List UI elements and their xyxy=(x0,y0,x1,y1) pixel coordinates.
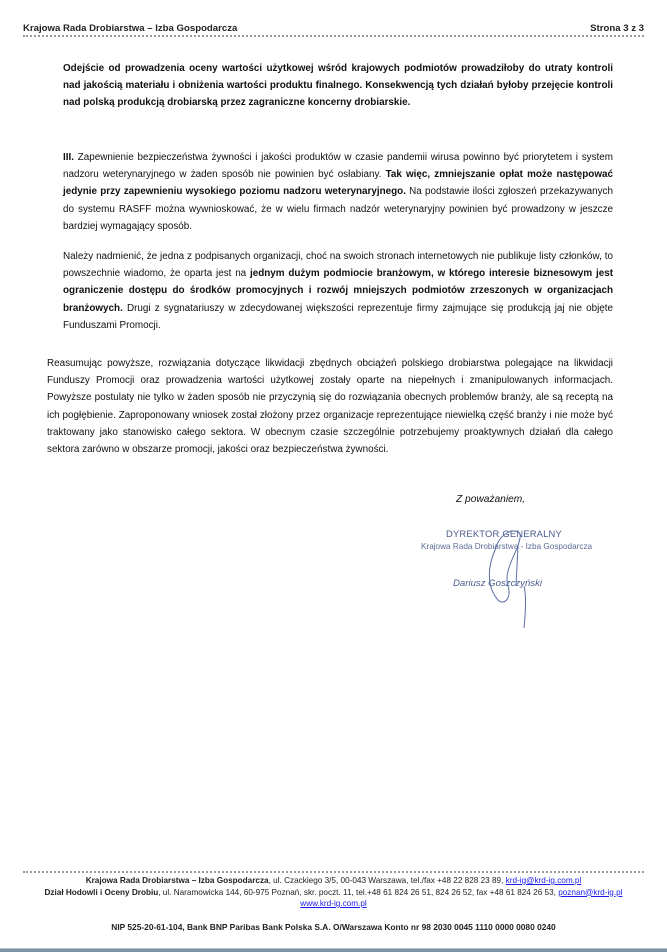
footer-line-poznan: Dział Hodowli i Oceny Drobiu, ul. Naramowicka 144, 60-975 Poznań, skr. poczt. 11, tel.+48 61 824 26 51, 824 26 52, fax +48 61 824 26 53, poznan@krd-ig.pl xyxy=(44,887,623,897)
website-link[interactable]: www.krd-ig.com.pl xyxy=(300,899,367,908)
footer-divider xyxy=(23,871,644,873)
page-footer xyxy=(0,875,667,933)
email-link-poznan[interactable]: poznan@krd-ig.pl xyxy=(558,887,623,897)
page-indicator: Strona 3 z 3 xyxy=(590,23,644,34)
page-header xyxy=(23,14,644,34)
header-organization: Krajowa Rada Drobiarstwa – Izba Gospodarcza xyxy=(23,23,238,34)
handwritten-signature-icon xyxy=(400,490,620,630)
signer-organization: Krajowa Rada Drobiarstwa - Izba Gospodarcza xyxy=(421,542,593,551)
paragraph-signatories: Należy nadmienić, że jedna z podpisanych organizacji, choć na swoich stronach internetowych nie publikuje listy członków, to powszechnie wiadomo, że oparta jest na jednym dużym podmiocie branżowym, w którego interesie biznesowym jest ograniczenie dostępu do środków promocyjnych i rozwój mniejszych podmiotów zrzeszonych w organizacjach branżowych. Drugi z sygnatariuszy w zdecydowanej większości reprezentuje firmy zajmujące się produkcją jaj nie objęte Funduszami Promocji. xyxy=(63,251,613,331)
paragraph-food-safety: III. Zapewnienie bezpieczeństwa żywności i jakości produktów w czasie pandemii wirusa powinno być priorytetem i system nadzoru weterynaryjnego w żaden sposób nie powinien być osłabiany. Tak więc, zmniejszanie opłat może następować jedynie przy zapewnieniu wysokiego poziomu nadzoru weterynaryjnego. Na podstawie ilości zgłoszeń przekazywanych do systemu RASFF można wywnioskować, że w wielu firmach nadzór weterynaryjny powinien być prowadzony w jeszcze bardziej wymagający sposób. xyxy=(63,152,614,232)
signer-title: DYREKTOR GENERALNY xyxy=(446,528,562,539)
paragraph-summary: Reasumując powyższe, rozwiązania dotyczące likwidacji zbędnych obciążeń polskiego drobiarstwa polegające na likwidacji Funduszy Promocji oraz prowadzenia wartości użytkowej zostały oparte na niepełnych i zmanipulowanych informacjach. Powyższe postulaty nie tylko w żaden sposób nie przyczynią się do rozwiązania obecnych problemów branży, ale są receptą na ich pogłębienie. Zaproponowany wniosek został złożony przez organizacje reprezentujące niewielką część branży i nie może być traktowany jako stanowisko całego sektora. W obecnym czasie szczególnie potrzebujemy proaktywnych działań dla całego sektora zarówno w obszarze promocji, jakości oraz bezpieczeństwa żywności. xyxy=(47,358,613,456)
bank-info: NIP 525-20-61-104, Bank BNP Paribas Bank Polska S.A. O/Warszawa Konto nr 98 2030 0045 1110 0000 0080 0240 xyxy=(111,921,556,932)
header-divider xyxy=(23,35,644,37)
paragraph-quality-control: Odejście od prowadzenia oceny wartości użytkowej wśród krajowych podmiotów prowadziłoby do utraty kontroli nad jakością materiału i obniżenia wartości produktu finalnego. Konsekwencją tych działań byłoby przejęcie kontroli nad polską produkcją drobiarską przez zagraniczne koncerny drobiarskie. xyxy=(63,63,613,109)
footer-line-warsaw: Krajowa Rada Drobiarstwa – Izba Gospodarcza, ul. Czackiego 3/5, 00-043 Warszawa, tel./fax +48 22 828 23 89, krd-ig@krd-ig.com.pl xyxy=(85,876,582,885)
section-number: III. xyxy=(63,152,74,163)
window-bottom-bar xyxy=(0,948,667,952)
closing-greeting: Z poważaniem, xyxy=(456,494,526,505)
signer-name: Dariusz Goszczyński xyxy=(453,578,543,589)
signature-block xyxy=(400,490,620,630)
email-link-warsaw[interactable]: krd-ig@krd-ig.com.pl xyxy=(505,876,582,885)
